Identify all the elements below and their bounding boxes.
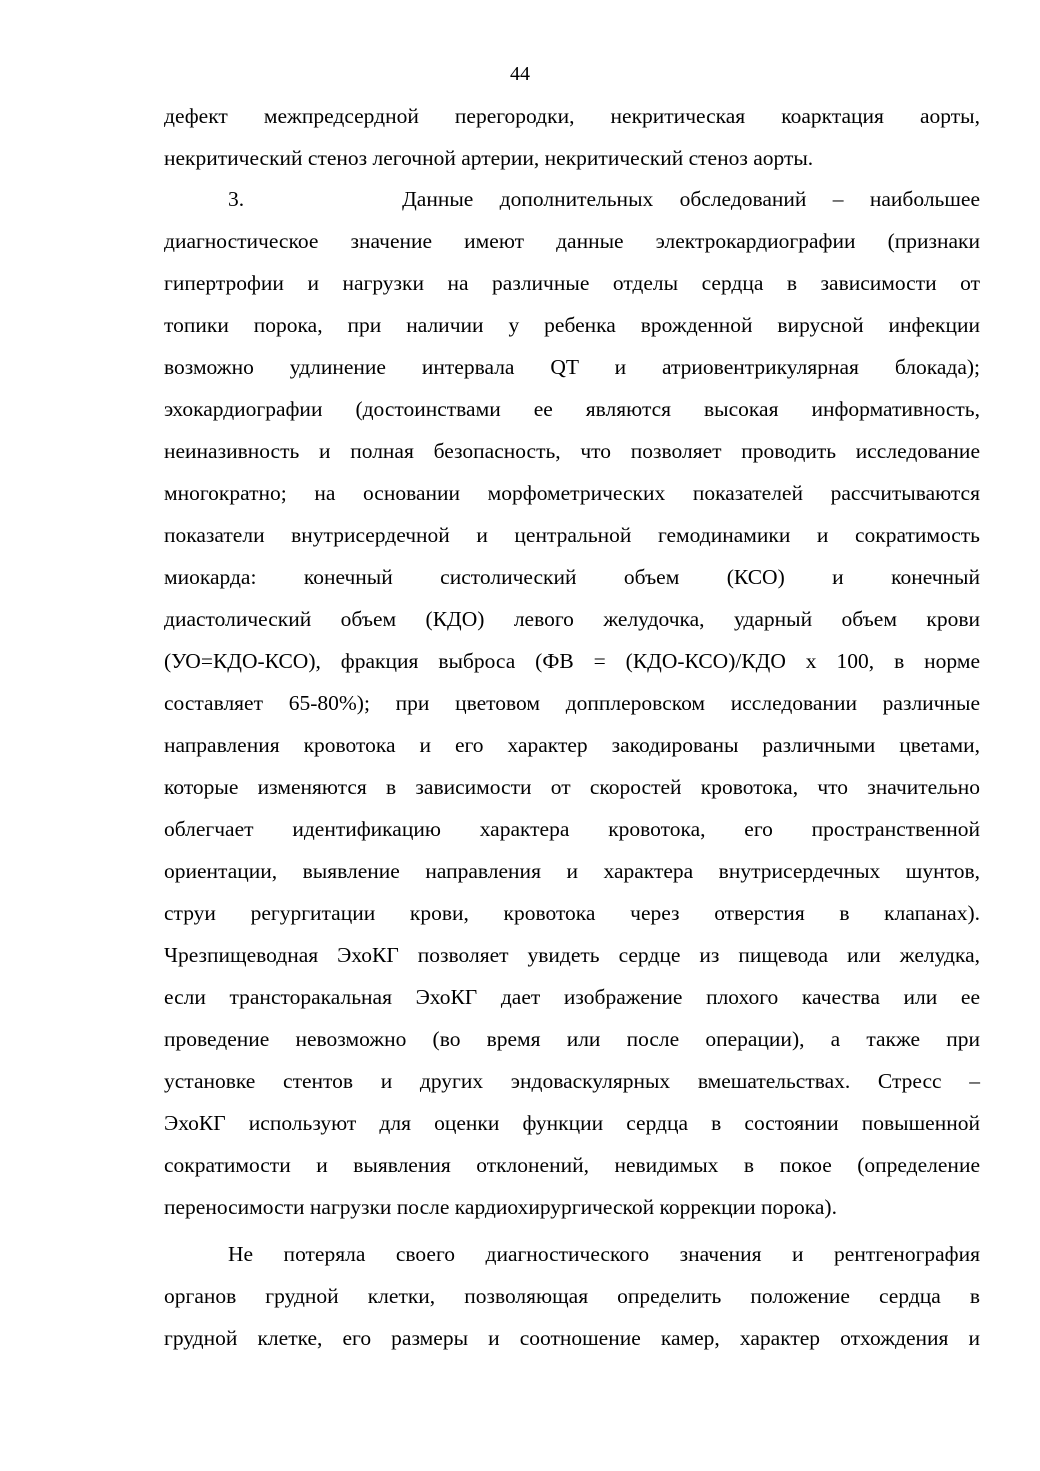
text-line: облегчает идентификацию характера кровотока, его пространственной [164,817,980,841]
text-line: дефект межпредсердной перегородки, некритическая коарктация аорты, [164,104,980,128]
text-line: органов грудной клетки, позволяющая определить положение сердца в [164,1284,980,1308]
text-line: сократимости и выявления отклонений, невидимых в покое (определение [164,1153,980,1177]
text-line: Чрезпищеводная ЭхоКГ позволяет увидеть сердце из пищевода или желудка, [164,943,980,967]
text-line: неиназивность и полная безопасность, что позволяет проводить исследование [164,439,980,463]
paragraph-2 [164,178,980,1228]
text-line: эхокардиографии (достоинствами ее являются высокая информативность, [164,397,980,421]
text-line: переносимости нагрузки после кардиохирургической коррекции порока). [164,1195,837,1219]
text-line: гипертрофии и нагрузки на различные отделы сердца в зависимости от [164,271,980,295]
text-line: ЭхоКГ используют для оценки функции сердца в состоянии повышенной [164,1111,980,1135]
text-line: составляет 65-80%); при цветовом допплеровском исследовании различные [164,691,980,715]
text-line: установке стентов и других эндоваскулярных вмешательствах. Стресс – [164,1069,980,1093]
paragraph-3 [164,1233,980,1359]
text-line: многократно; на основании морфометрических показателей рассчитываются [164,481,980,505]
text-line: (УО=КДО-КСО), фракция выброса (ФВ = (КДО-КСО)/КДО х 100, в норме [164,649,980,673]
text-line: диастолический объем (КДО) левого желудочка, ударный объем крови [164,607,980,631]
text-line: струи регургитации крови, кровотока через отверстия в клапанах). [164,901,980,925]
paragraph-1 [164,95,980,179]
text-line: ориентации, выявление направления и характера внутрисердечных шунтов, [164,859,980,883]
text-line: некритический стеноз легочной артерии, некритический стеноз аорты. [164,146,814,170]
text-line: грудной клетке, его размеры и соотношение камер, характер отхождения и [164,1326,980,1350]
text-line: которые изменяются в зависимости от скоростей кровотока, что значительно [164,775,980,799]
text-line: проведение невозможно (во время или после операции), а также при [164,1027,980,1051]
text-line: направления кровотока и его характер закодированы различными цветами, [164,733,980,757]
text-line: Не потеряла своего диагностического значения и рентгенография [228,1242,980,1266]
text-line: 3. Данные дополнительных обследований – наибольшее [228,187,980,211]
text-line: если трансторакальная ЭхоКГ дает изображение плохого качества или ее [164,985,980,1009]
text-line: топики порока, при наличии у ребенка врожденной вирусной инфекции [164,313,980,337]
text-line: показатели внутрисердечной и центральной гемодинамики и сократимость [164,523,980,547]
page-number: 44 [510,63,530,85]
text-line: возможно удлинение интервала QT и атриовентрикулярная блокада); [164,355,980,379]
text-line: диагностическое значение имеют данные электрокардиографии (признаки [164,229,980,253]
text-line: миокарда: конечный систолический объем (КСО) и конечный [164,565,980,589]
